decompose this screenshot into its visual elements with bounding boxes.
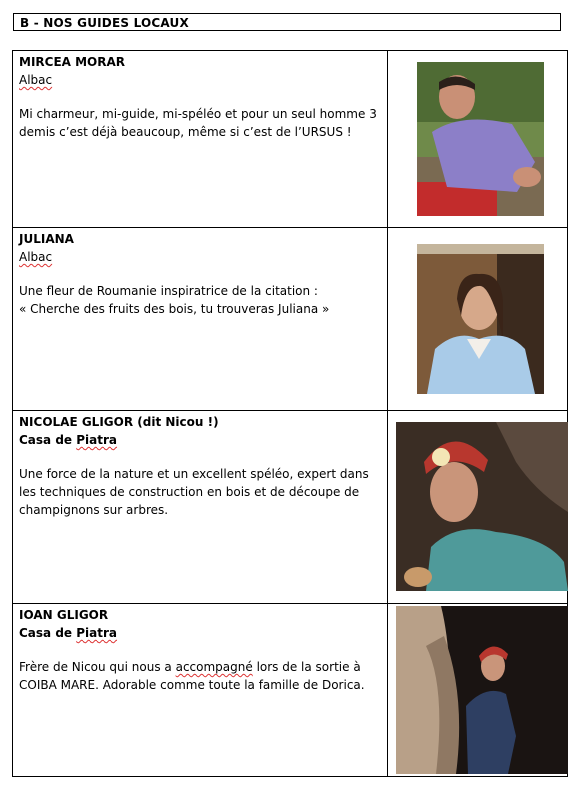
guide-place: Casa de Piatra <box>19 626 118 640</box>
guide-photo <box>417 62 544 216</box>
guide-place: Albac <box>19 73 53 87</box>
guide-description: Mi charmeur, mi-guide, mi-spéléo et pour un seul homme 3 demis c’est déjà beaucoup, même si c’est de l’URSUS ! <box>19 107 377 139</box>
guide-description: Une force de la nature et un excellent spéléo, expert dans les techniques de construction en bois et de découpe de champignons sur arbres. <box>19 467 369 517</box>
guide-text-cell <box>13 51 388 228</box>
guide-row <box>13 51 568 228</box>
guide-photo-cell <box>388 228 568 411</box>
guide-name: NICOLAE GLIGOR (dit Nicou !) <box>19 415 219 429</box>
guide-place: Albac <box>19 250 53 264</box>
guide-photo-cell <box>388 51 568 228</box>
guide-photo <box>396 606 568 774</box>
guide-description: Frère de Nicou qui nous a accompagné lors de la sortie à COIBA MARE. Adorable comme toute la famille de Dorica. <box>19 660 365 692</box>
guide-description: Une fleur de Roumanie inspiratrice de la citation : <box>19 284 318 298</box>
guide-photo-cell <box>388 604 568 777</box>
guide-place: Casa de Piatra <box>19 433 118 447</box>
guide-photo-cell <box>388 411 568 604</box>
guide-row <box>13 411 568 604</box>
guide-text-cell <box>13 228 388 411</box>
section-title: B - NOS GUIDES LOCAUX <box>13 13 561 31</box>
guide-photo <box>396 422 568 591</box>
guide-row <box>13 228 568 411</box>
guide-quote: « Cherche des fruits des bois, tu trouveras Juliana » <box>19 302 330 316</box>
guide-name: MIRCEA MORAR <box>19 55 126 69</box>
guide-text-cell <box>13 411 388 604</box>
guide-photo <box>417 244 544 394</box>
guide-name: IOAN GLIGOR <box>19 608 109 622</box>
guide-name: JULIANA <box>19 232 74 246</box>
guides-table <box>12 50 568 777</box>
guide-text-cell <box>13 604 388 777</box>
guide-row <box>13 604 568 777</box>
